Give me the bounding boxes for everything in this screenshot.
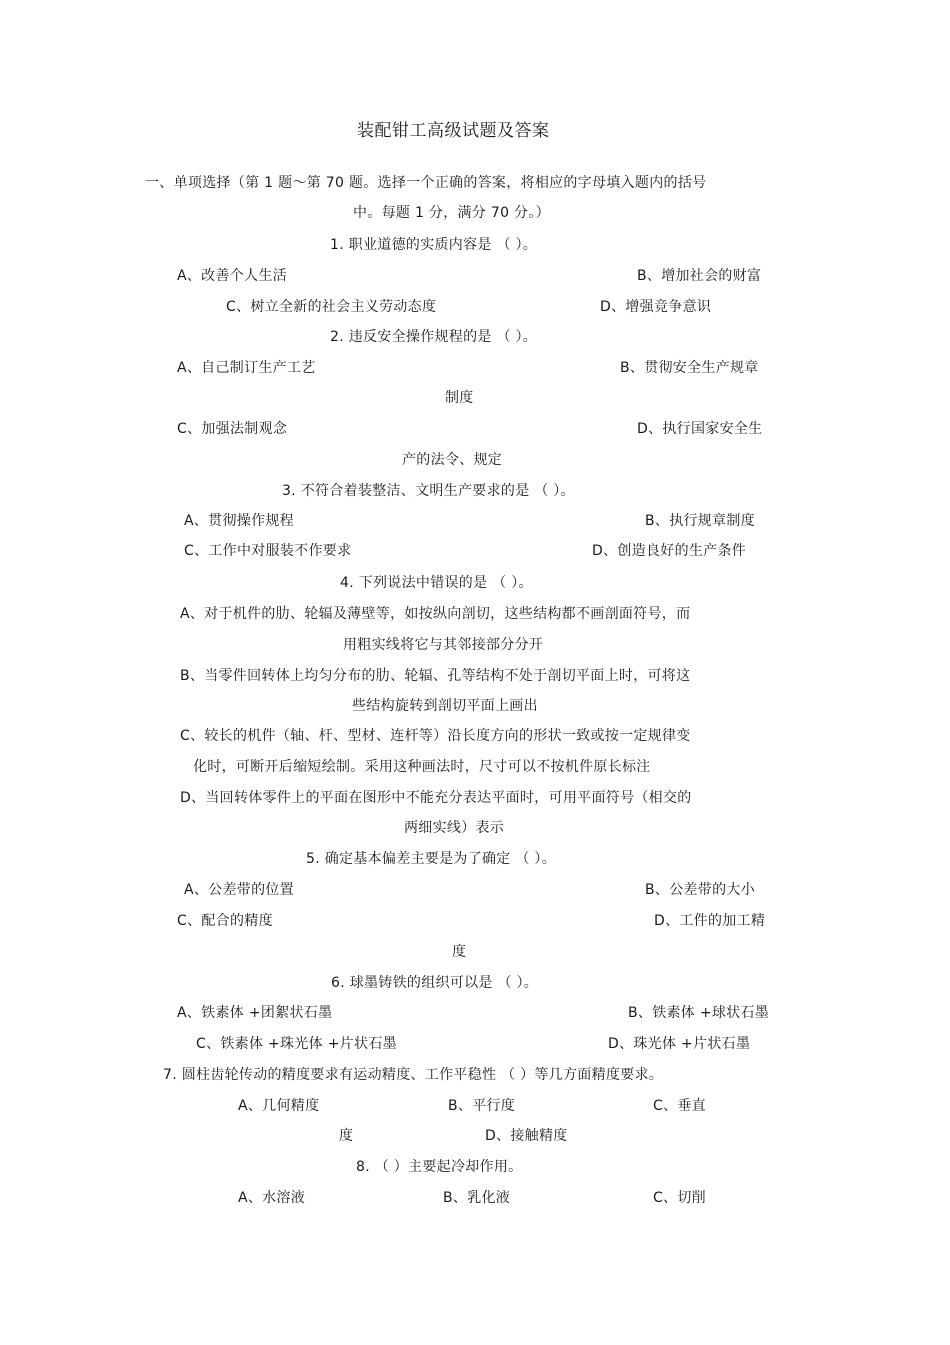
option-c: C、加强法制观念	[177, 421, 288, 437]
option-d: D、创造良好的生产条件	[592, 543, 747, 559]
option-a: A、铁素体 +团絮状石墨	[177, 1005, 333, 1021]
section-heading: 一、单项选择（第 1 题～第 70 题。选择一个正确的答案，将相应的字母填入题内的括号	[145, 175, 707, 191]
question-stem: 4. 下列说法中错误的是 （ ）。	[340, 575, 533, 591]
option-b: B、公差带的大小	[645, 882, 756, 898]
question-stem: 8. （ ）主要起冷却作用。	[356, 1159, 523, 1175]
option-d: D、珠光体 +片状石墨	[608, 1036, 751, 1052]
option-c: C、配合的精度	[177, 913, 273, 929]
option-c-cont: 度	[339, 1128, 354, 1144]
option-c: C、工作中对服装不作要求	[184, 543, 352, 559]
question-stem: 2. 违反安全操作规程的是 （ ）。	[330, 329, 538, 345]
option-b: B、增加社会的财富	[637, 268, 762, 284]
option-a: A、自己制订生产工艺	[177, 360, 316, 376]
option-a-cont: 用粗实线将它与其邻接部分分开	[343, 637, 544, 653]
question-stem: 7. 圆柱齿轮传动的精度要求有运动精度、工作平稳性 （ ）等几方面精度要求。	[163, 1067, 664, 1083]
question-stem: 5. 确定基本偏差主要是为了确定 （ ）。	[306, 851, 557, 867]
document-title: 装配钳工高级试题及答案	[357, 121, 550, 141]
option-b-cont: 些结构旋转到剖切平面上画出	[352, 698, 538, 714]
option-a: A、对于机件的肋、轮辐及薄壁等，如按纵向剖切，这些结构都不画剖面符号，而	[180, 606, 691, 622]
option-b: B、执行规章制度	[645, 513, 756, 529]
option-b: B、乳化液	[443, 1190, 511, 1206]
option-b-cont: 制度	[445, 390, 474, 406]
option-d-cont: 度	[452, 944, 467, 960]
option-b: B、铁素体 +球状石墨	[628, 1005, 770, 1021]
option-a: A、水溶液	[238, 1190, 306, 1206]
section-heading-cont: 中。每题 1 分，满分 70 分。）	[353, 205, 550, 221]
option-a: A、改善个人生活	[177, 268, 287, 284]
option-d: D、工件的加工精	[654, 913, 766, 929]
option-c: C、铁素体 +珠光体 +片状石墨	[196, 1036, 397, 1052]
question-stem: 3. 不符合着装整洁、文明生产要求的是 （ ）。	[282, 483, 575, 499]
option-c: C、树立全新的社会主义劳动态度	[226, 299, 437, 315]
option-a: A、公差带的位置	[184, 882, 294, 898]
option-d: D、当回转体零件上的平面在图形中不能充分表达平面时，可用平面符号（相交的	[180, 790, 692, 806]
option-a: A、几何精度	[238, 1098, 320, 1114]
option-a: A、贯彻操作规程	[184, 513, 294, 529]
question-stem: 1. 职业道德的实质内容是 （ ）。	[330, 237, 538, 253]
option-c: C、切削	[653, 1190, 706, 1206]
option-c: C、垂直	[653, 1098, 706, 1114]
question-stem: 6. 球墨铸铁的组织可以是 （ ）。	[331, 975, 539, 991]
option-c: C、较长的机件（轴、杆、型材、连杆等）沿长度方向的形状一致或按一定规律变	[180, 728, 691, 744]
option-d: D、执行国家安全生	[637, 421, 763, 437]
option-b: B、当零件回转体上均匀分布的肋、轮辐、孔等结构不处于剖切平面上时，可将这	[180, 668, 691, 684]
option-d: D、增强竞争意识	[600, 299, 712, 315]
option-b: B、平行度	[448, 1098, 516, 1114]
option-b: B、贯彻安全生产规章	[620, 360, 759, 376]
option-d: D、接触精度	[485, 1128, 568, 1144]
option-c-cont: 化时，可断开后缩短绘制。采用这种画法时，尺寸可以不按机件原长标注	[193, 759, 651, 775]
option-d-cont: 产的法令、规定	[402, 452, 503, 468]
option-d-cont: 两细实线）表示	[404, 820, 505, 836]
